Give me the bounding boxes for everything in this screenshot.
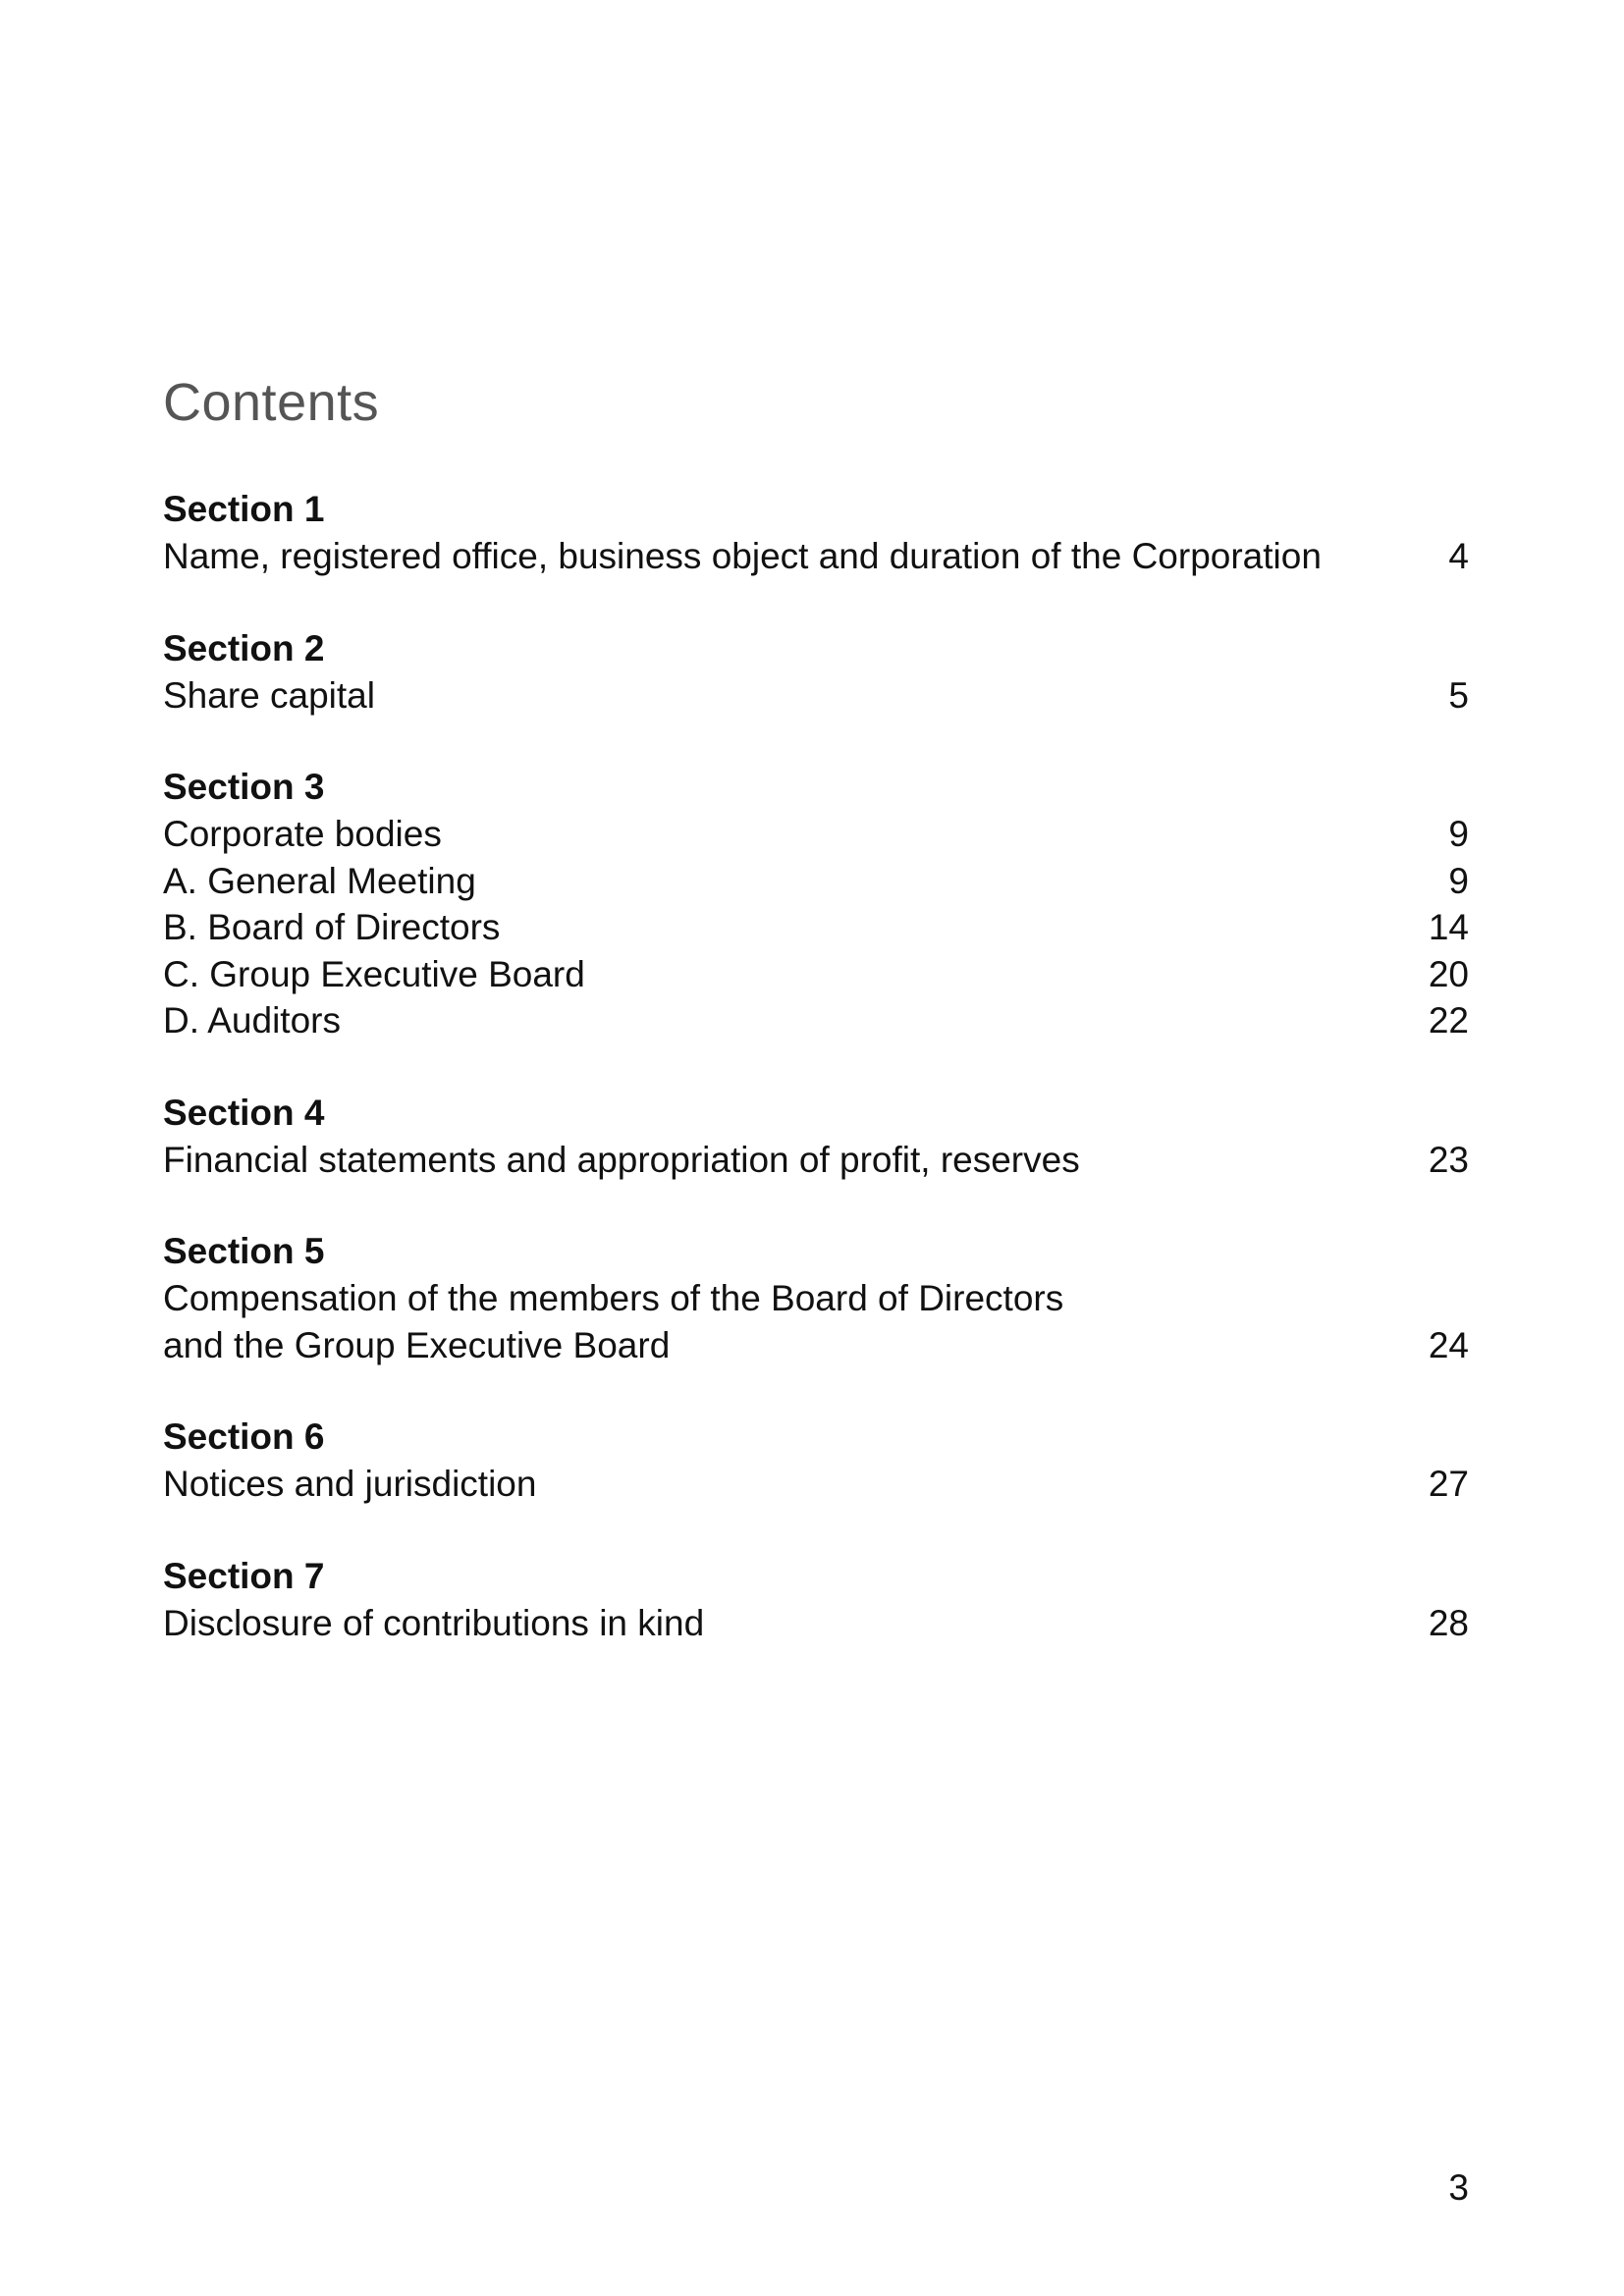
toc-entry[interactable] [163, 1275, 1469, 1368]
toc-entry-label: C. Group Executive Board [163, 953, 585, 994]
toc-entry-page: 27 [1428, 1464, 1469, 1504]
toc-entry-page: 9 [1448, 860, 1469, 901]
table-of-contents [163, 486, 1469, 1691]
toc-section-1 [163, 486, 1469, 580]
section-heading: Section 1 [163, 489, 325, 529]
toc-entry-page: 24 [1428, 1324, 1469, 1365]
toc-entry-page: 20 [1428, 953, 1469, 994]
toc-entry-label: A. General Meeting [163, 860, 476, 901]
section-heading: Section 2 [163, 627, 325, 668]
toc-entry[interactable] [163, 997, 1469, 1044]
section-heading: Section 3 [163, 767, 325, 807]
toc-section-3 [163, 764, 1469, 1044]
toc-entry-page: 23 [1428, 1139, 1469, 1180]
section-heading: Section 5 [163, 1231, 325, 1271]
toc-entry-label: D. Auditors [163, 1000, 341, 1041]
toc-entry-page: 14 [1428, 907, 1469, 947]
toc-entry-label: Compensation of the members of the Board of Directors and the Group Executive Board [163, 1278, 1064, 1365]
toc-entry-label: Notices and jurisdiction [163, 1464, 537, 1504]
toc-entry-page: 4 [1448, 536, 1469, 576]
toc-entry-label: Share capital [163, 674, 375, 716]
toc-entry[interactable] [163, 858, 1469, 905]
toc-entry-label: B. Board of Directors [163, 907, 501, 947]
toc-section-5 [163, 1228, 1469, 1368]
section-heading: Section 7 [163, 1555, 325, 1596]
toc-entry[interactable] [163, 1461, 1469, 1508]
toc-entry-page: 5 [1448, 674, 1469, 716]
toc-section-4 [163, 1090, 1469, 1184]
toc-section-2 [163, 625, 1469, 720]
toc-entry-page: 9 [1448, 814, 1469, 854]
toc-entry-label: Name, registered office, business object and duration of the Corporation [163, 536, 1322, 576]
toc-entry-page: 22 [1428, 1000, 1469, 1041]
toc-entry-label: Corporate bodies [163, 814, 442, 854]
page-title: Contents [163, 373, 380, 432]
toc-entry[interactable] [163, 951, 1469, 998]
toc-entry-page: 28 [1428, 1602, 1469, 1643]
toc-entry[interactable] [163, 904, 1469, 951]
toc-entry[interactable] [163, 672, 1469, 720]
toc-entry-label: Disclosure of contributions in kind [163, 1602, 705, 1643]
section-heading: Section 6 [163, 1416, 325, 1457]
toc-entry[interactable] [163, 1137, 1469, 1184]
toc-entry[interactable] [163, 811, 1469, 858]
section-heading: Section 4 [163, 1092, 325, 1133]
toc-entry[interactable] [163, 1600, 1469, 1647]
toc-section-7 [163, 1553, 1469, 1647]
toc-section-6 [163, 1414, 1469, 1508]
toc-entry-label: Financial statements and appropriation of profit, reserves [163, 1139, 1080, 1180]
page-number: 3 [1448, 2167, 1469, 2208]
toc-entry[interactable] [163, 533, 1469, 580]
